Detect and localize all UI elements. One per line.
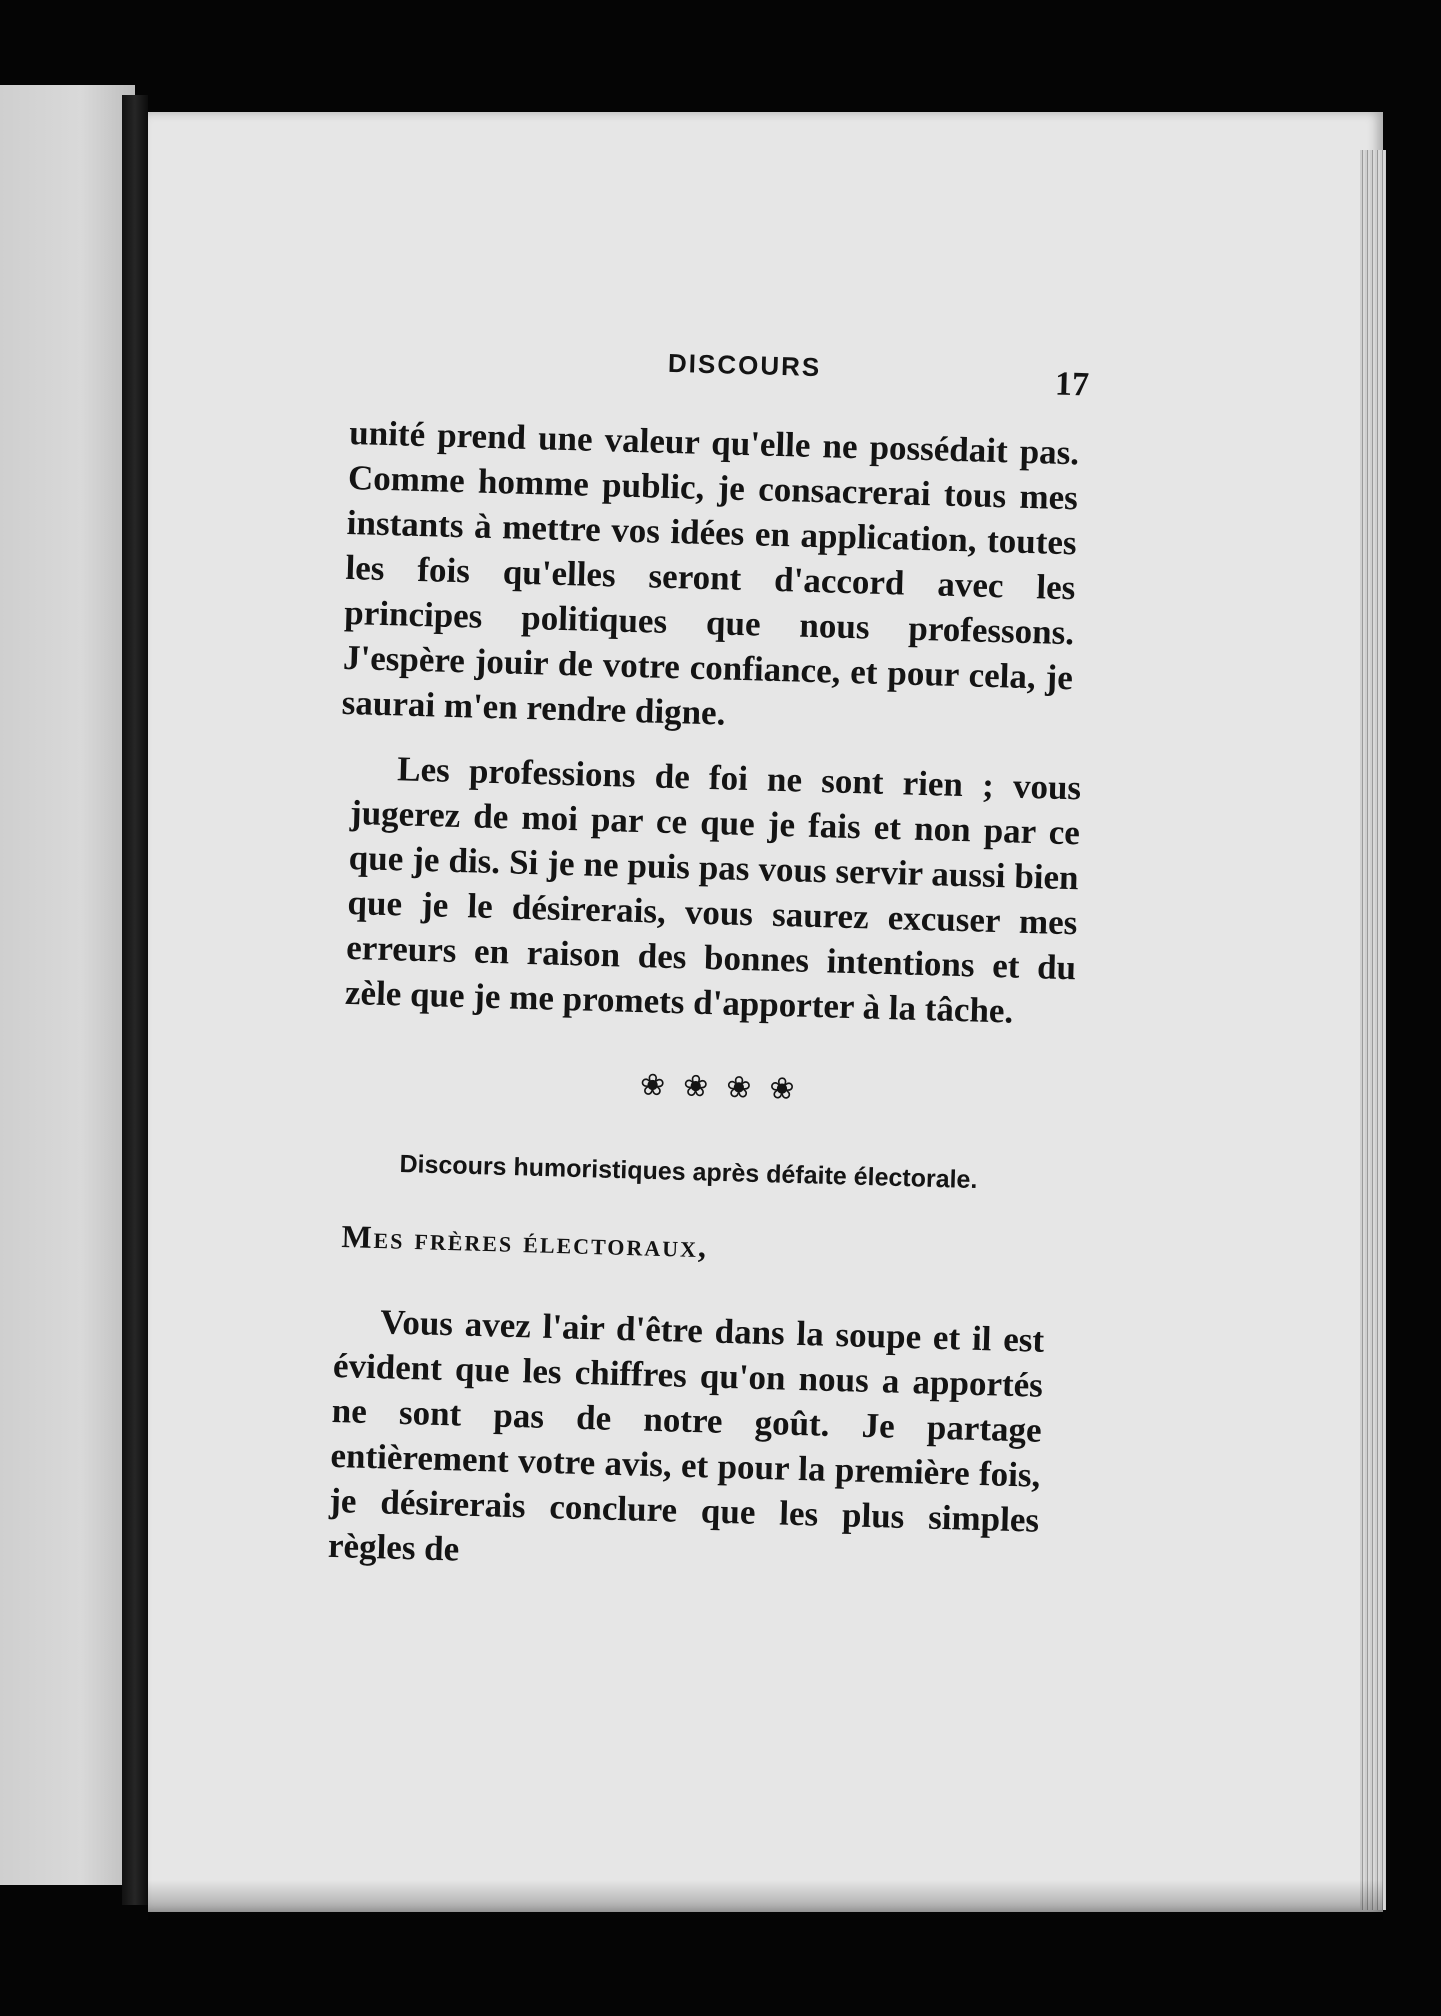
running-head: DISCOURS <box>667 347 822 383</box>
page-edges <box>1360 150 1386 1910</box>
section-ornament: ❀❀❀❀ <box>639 1067 814 1108</box>
paragraph-2-block <box>344 745 1081 1035</box>
paragraph-1: unité prend une valeur qu'elle ne possédait pas. Comme homme public, je consacrerai tous mes instants à mettre vos idées en application, toutes les fois qu'elles seront d'accord avec les principes politiques que nous professons. J'espère jouir de votre confiance, et pour cela, je saurai m'en rendre digne. <box>341 412 1080 733</box>
paragraph-1-block <box>341 410 1080 745</box>
salutation: Mes frères électoraux, <box>340 1218 709 1265</box>
page-number: 17 <box>1054 365 1090 404</box>
paragraph-2: Les professions de foi ne sont rien ; vous jugerez de moi par ce que je fais et non par ce que je dis. Si je ne puis pas vous servir aussi bien que je le désirerais, vous saurez excuser mes erreurs en raison des bonnes intentions et du zèle que je me promets d'apporter à la tâche. <box>344 749 1082 1031</box>
paragraph-3: Vous avez l'air d'être dans la soupe et il est évident que les chiffres qu'on nous a apportés ne sont pas de notre goût. Je partage entièrement votre avis, et pour la première fois, je désirerais conclure que les plus simples règles de <box>327 1302 1045 1569</box>
book-spine <box>122 95 148 1905</box>
section-title: Discours humoristiques après défaite électorale. <box>399 1150 978 1195</box>
page-bottom-shadow <box>148 1880 1383 1920</box>
facing-page <box>0 85 135 1885</box>
paragraph-3-block <box>327 1298 1044 1588</box>
